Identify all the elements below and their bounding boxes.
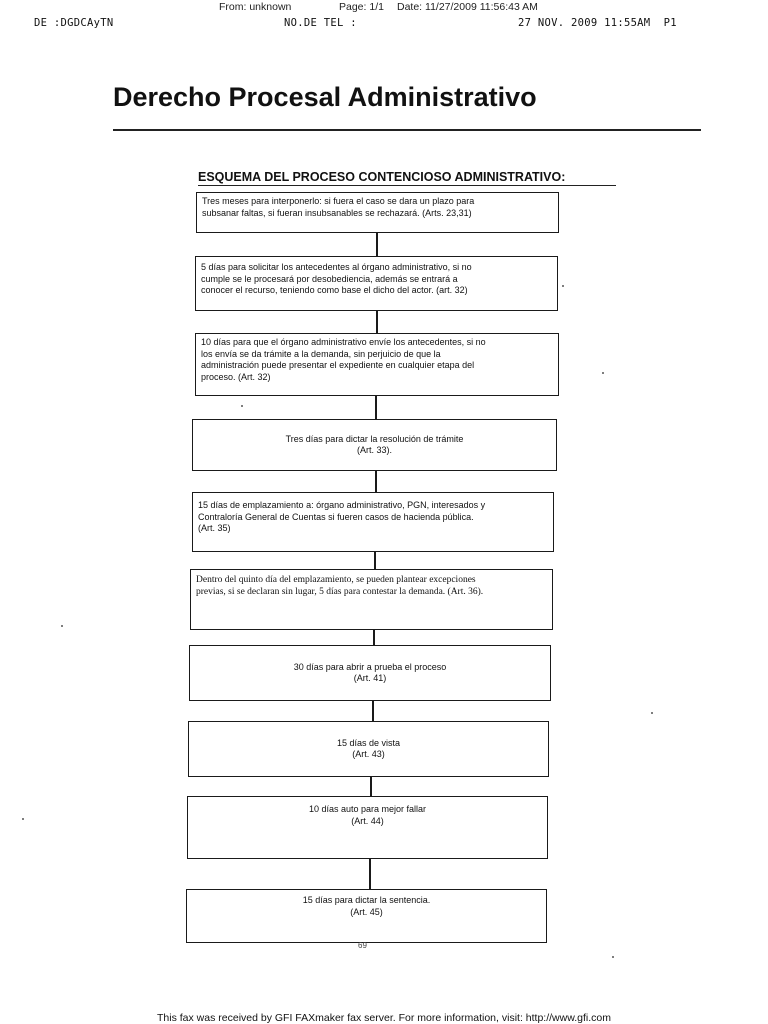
step-4-line-2: (Art. 33). — [356, 445, 392, 455]
connector-6 — [373, 630, 375, 645]
step-3-line-3: administración puede presentar el expediente en cualquier etapa del — [201, 360, 475, 370]
fax-date: Date: 11/27/2009 11:56:43 AM — [397, 1, 538, 13]
step-5-line-3: (Art. 35) — [198, 523, 231, 533]
step-box-3 — [195, 333, 559, 396]
step-4-line-1: Tres días para dictar la resolución de trámite — [285, 433, 464, 444]
fax-sender: DE :DGDCAyTN — [34, 17, 114, 29]
connector-9 — [369, 859, 371, 889]
step-9-line-2: (Art. 44) — [351, 815, 384, 826]
step-2-line-3: conocer el recurso, teniendo como base el dicho del actor. (art. 32) — [201, 285, 468, 295]
step-box-4 — [192, 419, 557, 471]
step-8-line-2: (Art. 43) — [352, 749, 385, 759]
step-10-line-2: (Art. 45) — [350, 906, 383, 917]
step-3-line-4: proceso. (Art. 32) — [201, 371, 271, 382]
scan-speck — [562, 285, 564, 287]
scan-speck — [22, 818, 24, 820]
step-box-1 — [196, 192, 559, 233]
fax-phone: NO.DE TEL : — [284, 17, 357, 29]
step-5-line-2: Contraloría General de Cuentas si fueren casos de hacienda pública. — [198, 511, 474, 522]
step-box-6 — [190, 569, 553, 630]
title-divider — [113, 129, 701, 131]
connector-8 — [370, 777, 372, 796]
scan-speck — [241, 405, 243, 407]
step-box-10 — [186, 889, 547, 943]
scan-speck — [651, 712, 653, 714]
document-title: Derecho Procesal Administrativo — [113, 82, 537, 112]
step-3-line-1: 10 días para que el órgano administrativo envíe los antecedentes, si no — [201, 337, 486, 347]
step-box-8 — [188, 721, 549, 777]
step-box-9 — [187, 796, 548, 859]
scan-speck — [61, 625, 63, 627]
step-10-line-1: 15 días para dictar la sentencia. — [302, 895, 431, 905]
connector-5 — [374, 552, 376, 569]
fax-from: From: unknown — [219, 1, 292, 13]
step-6-line-1: Dentro del quinto día del emplazamiento, se pueden plantear excepciones — [196, 575, 476, 585]
connector-7 — [372, 701, 374, 721]
step-2-line-2: cumple se le procesará por desobediencia, además se entrará a — [201, 273, 458, 284]
step-6-line-2: previas, si se declaran sin lugar, 5 días para contestar la demanda. (Art. 36). — [196, 586, 484, 597]
step-1-line-2: subsanar faltas, si fueran insubsanables se rechazará. (Arts. 23,31) — [202, 207, 472, 218]
step-8-line-1: 15 días de vista — [336, 737, 401, 748]
connector-2 — [376, 311, 378, 333]
step-7-line-2: (Art. 41) — [353, 673, 387, 683]
step-box-5 — [192, 492, 554, 552]
scheme-title: ESQUEMA DEL PROCESO CONTENCIOSO ADMINISTRATIVO: — [198, 170, 566, 184]
scan-speck — [612, 956, 614, 958]
step-7-line-1: 30 días para abrir a prueba el proceso — [293, 661, 447, 672]
fax-page: Page: 1/1 — [339, 1, 384, 13]
step-box-7 — [189, 645, 551, 701]
step-5-line-1: 15 días de emplazamiento a: órgano administrativo, PGN, interesados y — [198, 500, 486, 510]
scan-speck — [602, 372, 604, 374]
step-3-line-2: los envía se da trámite a la demanda, sin perjuicio de que la — [201, 348, 441, 359]
connector-1 — [376, 233, 378, 256]
fax-timestamp: 27 NOV. 2009 11:55AM P1 — [518, 17, 677, 29]
connector-3 — [375, 396, 377, 419]
connector-4 — [375, 471, 377, 492]
step-box-2 — [195, 256, 558, 311]
fax-footer: This fax was received by GFI FAXmaker fax server. For more information, visit: http://www.gfi.com — [157, 1012, 611, 1024]
step-1-line-1: Tres meses para interponerlo: si fuera el caso se dara un plazo para — [202, 196, 475, 206]
step-9-line-1: 10 días auto para mejor fallar — [308, 804, 427, 814]
scheme-title-underline — [198, 185, 616, 186]
step-2-line-1: 5 días para solicitar los antecedentes al órgano administrativo, si no — [201, 262, 472, 272]
page-number: 69 — [358, 941, 367, 950]
